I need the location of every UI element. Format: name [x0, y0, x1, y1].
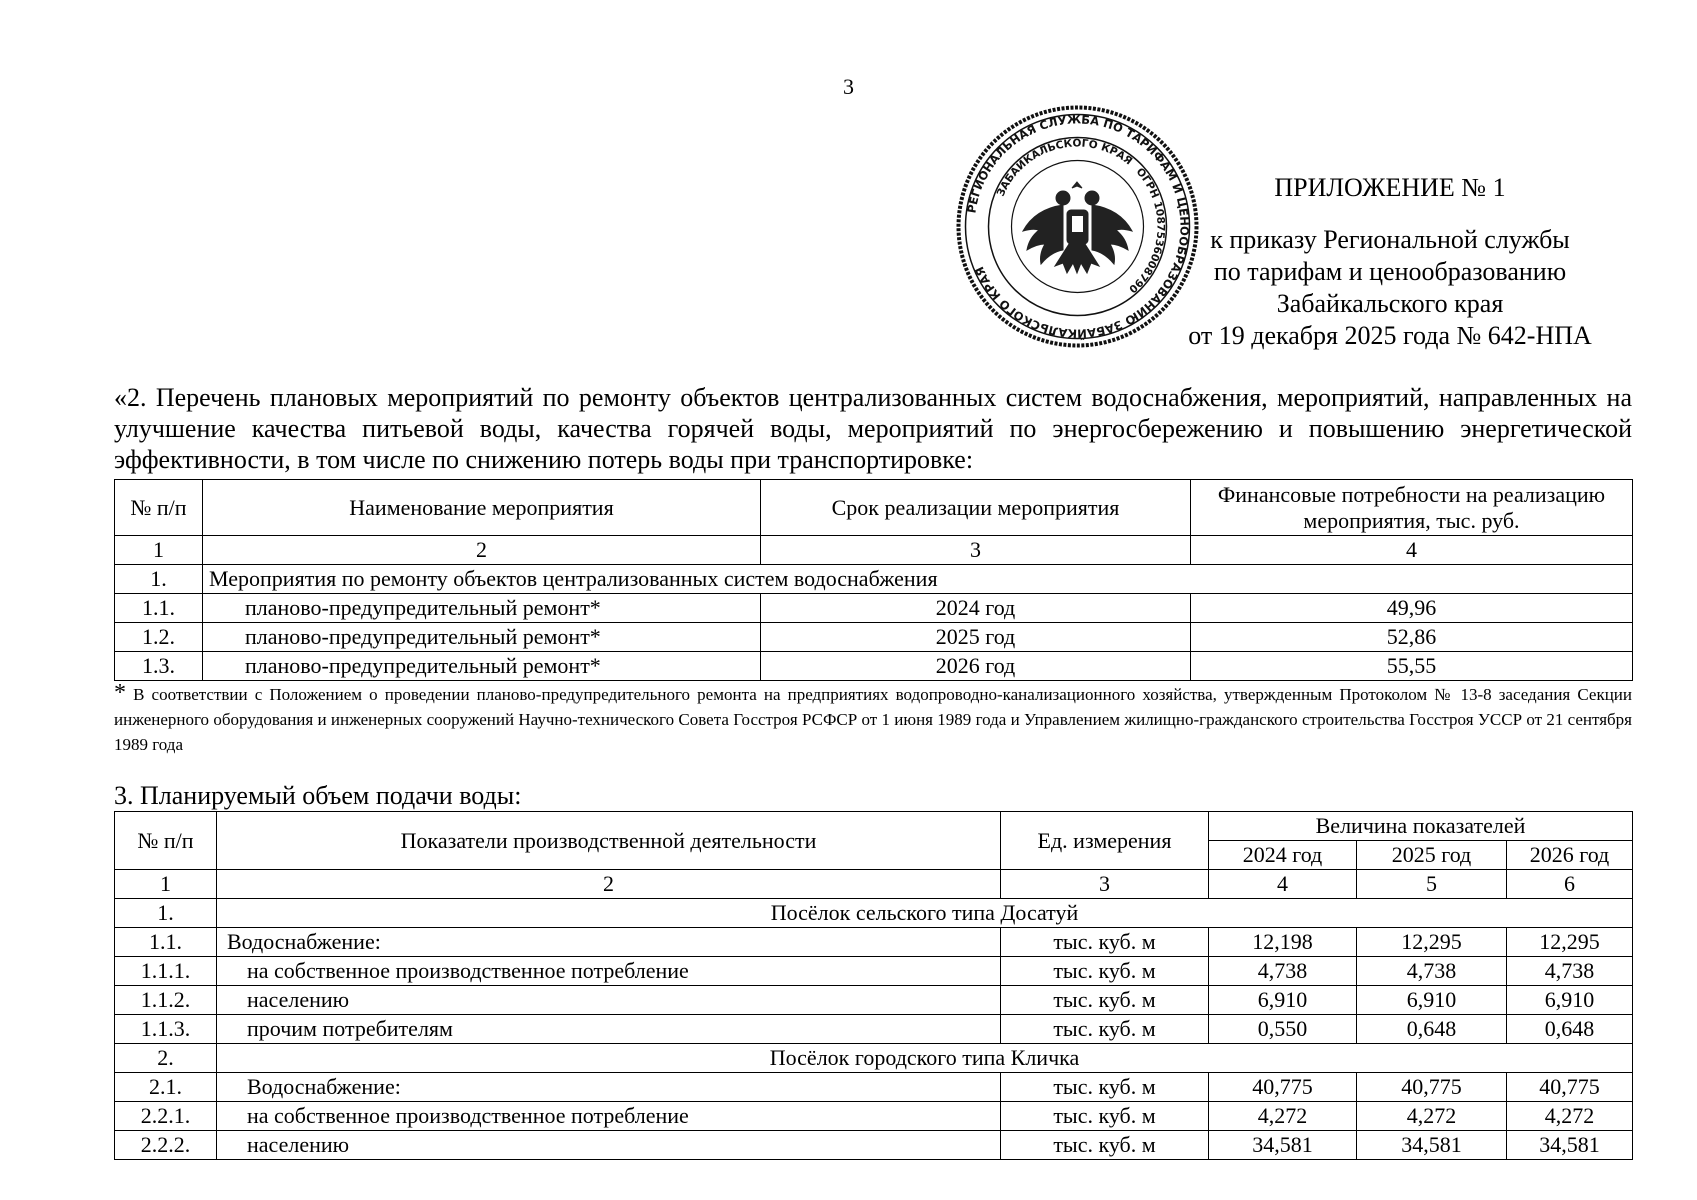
column-number: 1	[115, 536, 203, 565]
column-number: 6	[1507, 870, 1633, 899]
group-row	[115, 899, 1633, 928]
column-number-row	[115, 870, 1633, 899]
header-cell: Показатели производственной деятельности	[217, 812, 1001, 870]
repair-measures-table	[114, 479, 1633, 681]
table-row	[115, 986, 1633, 1015]
svg-text:ЗАБАЙКАЛЬСКОГО КРАЯ: ЗАБАЙКАЛЬСКОГО КРАЯ	[994, 137, 1135, 199]
row-number: 2.2.2.	[115, 1131, 217, 1160]
column-number-row	[115, 536, 1633, 565]
header-cell: Ед. измерения	[1001, 812, 1209, 870]
value-cell: 4,272	[1357, 1102, 1507, 1131]
table-header-row	[115, 812, 1633, 841]
header-cell: № п/п	[115, 812, 217, 870]
header-cell: Величина показателей	[1209, 812, 1633, 841]
column-number: 3	[761, 536, 1191, 565]
settlement-title: Посёлок сельского типа Досатуй	[217, 899, 1633, 928]
indicator-name: Водоснабжение:	[217, 1073, 1001, 1102]
appendix-line: по тарифам и ценообразованию	[1213, 257, 1567, 286]
appendix-line: от 19 декабря 2025 года № 642-НПА	[1188, 321, 1592, 350]
appendix-block	[1140, 172, 1640, 352]
measure-amount: 55,55	[1191, 652, 1633, 681]
appendix-title: ПРИЛОЖЕНИЕ № 1	[1274, 173, 1506, 202]
eagle-emblem	[1023, 182, 1132, 273]
table-row	[115, 623, 1633, 652]
value-cell: 4,738	[1357, 957, 1507, 986]
measure-name: планово-предупредительный ремонт*	[203, 623, 761, 652]
measure-name: планово-предупредительный ремонт*	[203, 594, 761, 623]
value-cell: 4,272	[1507, 1102, 1633, 1131]
value-cell: 12,295	[1507, 928, 1633, 957]
value-cell: 0,648	[1507, 1015, 1633, 1044]
group-label: Мероприятия по ремонту объектов централизованных систем водоснабжения	[203, 565, 1633, 594]
row-number: 1.2.	[115, 623, 203, 652]
table-row	[115, 928, 1633, 957]
unit-cell: тыс. куб. м	[1001, 1102, 1209, 1131]
column-number: 1	[115, 870, 217, 899]
measure-amount: 49,96	[1191, 594, 1633, 623]
value-cell: 0,648	[1357, 1015, 1507, 1044]
header-cell: Наименование мероприятия	[203, 480, 761, 536]
value-cell: 0,550	[1209, 1015, 1357, 1044]
row-number: 1.1.	[115, 928, 217, 957]
measure-amount: 52,86	[1191, 623, 1633, 652]
row-number: 1.1.2.	[115, 986, 217, 1015]
measure-term: 2026 год	[761, 652, 1191, 681]
year-header: 2026 год	[1507, 841, 1633, 870]
unit-cell: тыс. куб. м	[1001, 1131, 1209, 1160]
row-number: 1.1.1.	[115, 957, 217, 986]
value-cell: 34,581	[1507, 1131, 1633, 1160]
measure-term: 2025 год	[761, 623, 1191, 652]
unit-cell: тыс. куб. м	[1001, 986, 1209, 1015]
section3-heading: 3. Планируемый объем подачи воды:	[114, 781, 522, 810]
unit-cell: тыс. куб. м	[1001, 928, 1209, 957]
column-number: 4	[1191, 536, 1633, 565]
indicator-name: прочим потребителям	[217, 1015, 1001, 1044]
header-cell: Срок реализации мероприятия	[761, 480, 1191, 536]
value-cell: 4,738	[1507, 957, 1633, 986]
measure-term: 2024 год	[761, 594, 1191, 623]
page-number: 3	[843, 74, 854, 99]
header-cell: Финансовые потребности на реализацию мероприятия, тыс. руб.	[1191, 480, 1633, 536]
column-number: 2	[203, 536, 761, 565]
table-row	[115, 652, 1633, 681]
footnote-mark: *	[114, 680, 126, 706]
unit-cell: тыс. куб. м	[1001, 1073, 1209, 1102]
column-number: 3	[1001, 870, 1209, 899]
column-number: 2	[217, 870, 1001, 899]
water-supply-table	[114, 811, 1633, 1160]
footnote	[114, 681, 1632, 757]
year-header: 2024 год	[1209, 841, 1357, 870]
row-number: 2.1.	[115, 1073, 217, 1102]
value-cell: 6,910	[1357, 986, 1507, 1015]
value-cell: 40,775	[1507, 1073, 1633, 1102]
column-number: 5	[1357, 870, 1507, 899]
value-cell: 40,775	[1357, 1073, 1507, 1102]
indicator-name: населению	[217, 1131, 1001, 1160]
table-row	[115, 1015, 1633, 1044]
group-row	[115, 1044, 1633, 1073]
indicator-name: на собственное производственное потребление	[217, 957, 1001, 986]
group-row	[115, 565, 1633, 594]
row-number: 1.1.	[115, 594, 203, 623]
indicator-name: Водоснабжение:	[217, 928, 1001, 957]
value-cell: 40,775	[1209, 1073, 1357, 1102]
table-row	[115, 594, 1633, 623]
appendix-line: к приказу Региональной службы	[1210, 225, 1570, 254]
row-number: 1.	[115, 899, 217, 928]
value-cell: 12,198	[1209, 928, 1357, 957]
row-number: 1.3.	[115, 652, 203, 681]
svg-text:РЕГИОНАЛЬНАЯ СЛУЖБА ПО ТАРИФАМ: РЕГИОНАЛЬНАЯ СЛУЖБА ПО ТАРИФАМ И ЦЕНООБРАЗОВАНИЮ ЗАБАЙКАЛЬСКОГО КРАЯ	[964, 112, 1192, 341]
column-number: 4	[1209, 870, 1357, 899]
value-cell: 6,910	[1209, 986, 1357, 1015]
unit-cell: тыс. куб. м	[1001, 957, 1209, 986]
indicator-name: населению	[217, 986, 1001, 1015]
table-row	[115, 1131, 1633, 1160]
measure-name: планово-предупредительный ремонт*	[203, 652, 761, 681]
settlement-title: Посёлок городского типа Кличка	[217, 1044, 1633, 1073]
value-cell: 4,738	[1209, 957, 1357, 986]
row-number: 1.1.3.	[115, 1015, 217, 1044]
value-cell: 12,295	[1357, 928, 1507, 957]
table-row	[115, 957, 1633, 986]
table-row	[115, 1073, 1633, 1102]
svg-text:ОГРН 1087536008790: ОГРН 1087536008790	[1126, 165, 1167, 296]
value-cell: 6,910	[1507, 986, 1633, 1015]
row-number: 2.2.1.	[115, 1102, 217, 1131]
row-number: 2.	[115, 1044, 217, 1073]
table-row	[115, 1102, 1633, 1131]
table-header-row	[115, 480, 1633, 536]
row-number: 1.	[115, 565, 203, 594]
appendix-line: Забайкальского края	[1276, 289, 1504, 318]
section2-heading: «2. Перечень плановых мероприятий по ремонту объектов централизованных систем водоснабжения, мероприятий, направленных на улучшение качества питьевой воды, качества горячей воды, мероприятий по энергосбережению и повышению энергетической эффективности, в том числе по снижению потерь воды при транспортировке:	[114, 383, 1632, 474]
year-header: 2025 год	[1357, 841, 1507, 870]
value-cell: 4,272	[1209, 1102, 1357, 1131]
value-cell: 34,581	[1209, 1131, 1357, 1160]
value-cell: 34,581	[1357, 1131, 1507, 1160]
footnote-text: В соответствии с Положением о проведении планово-предупредительного ремонта на предприятиях водопроводно-канализационного хозяйства, утвержденным Протоколом № 13-8 заседания Секции инженерного оборудования и инженерных сооружений Научно-технического Совета Госстроя РСФСР от 1 июня 1989 года и Управлением жилищно-гражданского строительства Госстроя УССР от 21 сентября 1989 года	[114, 685, 1633, 754]
unit-cell: тыс. куб. м	[1001, 1015, 1209, 1044]
header-cell: № п/п	[115, 480, 203, 536]
indicator-name: на собственное производственное потребление	[217, 1102, 1001, 1131]
